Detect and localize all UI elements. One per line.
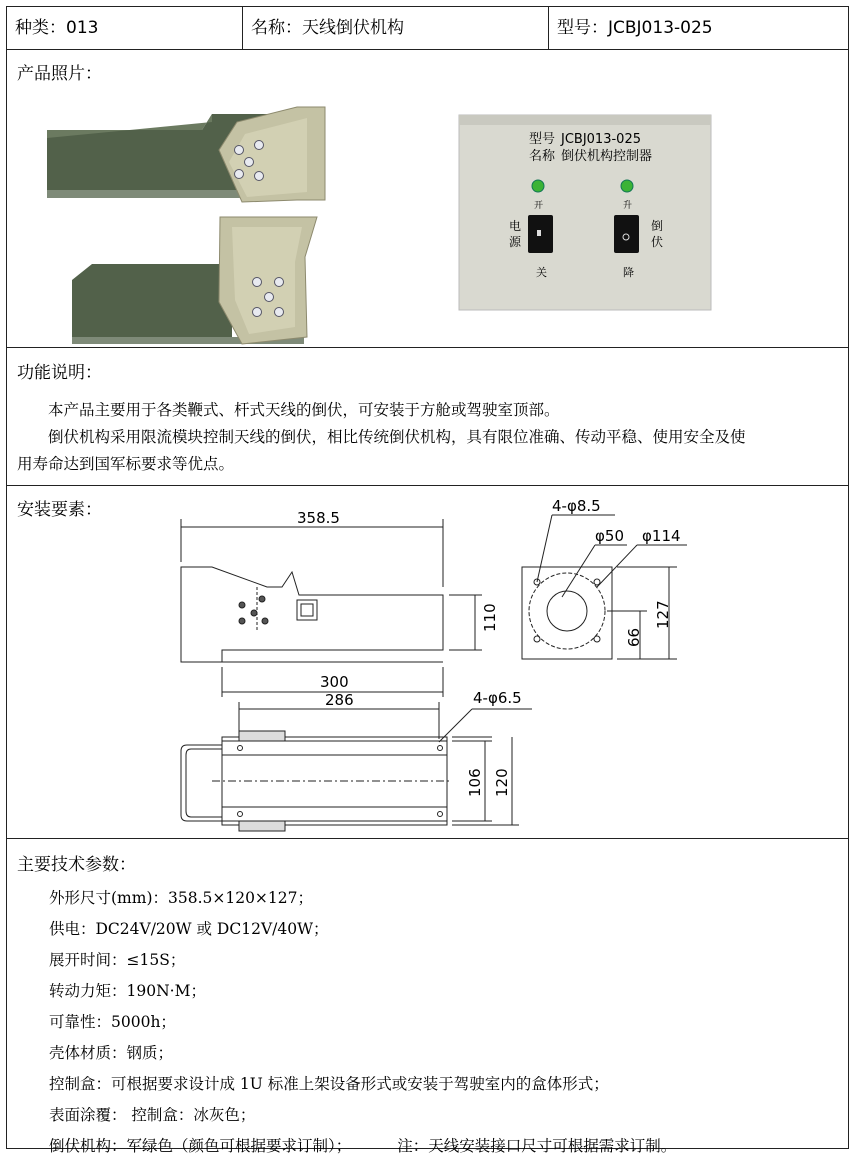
photos-title: 产品照片： — [17, 64, 102, 84]
dim-holes-top: 4-φ8.5 — [552, 497, 601, 515]
switch-left-off-label: 关 — [536, 266, 547, 279]
dim-length: 358.5 — [297, 509, 340, 527]
dim-height: 110 — [481, 603, 499, 632]
spec-material: 壳体材质：钢质； — [49, 1044, 174, 1062]
mechanism-photo-folded — [72, 217, 317, 344]
controller-name-label: 名称 — [529, 149, 556, 164]
function-title: 功能说明： — [17, 363, 102, 383]
dim-base: 300 — [320, 673, 349, 691]
dim-106: 106 — [466, 768, 484, 797]
spec-sheet — [6, 6, 849, 1155]
dim-phi114: φ114 — [642, 527, 681, 545]
spec-reliability: 可靠性：5000h； — [49, 1013, 176, 1031]
mechanism-photo-open — [47, 100, 325, 202]
spec-dimensions: 外形尺寸(mm)：358.5×120×127； — [49, 889, 314, 907]
row-divider — [7, 347, 848, 348]
switch-right-down-label: 降 — [623, 266, 634, 279]
function-paragraph-1: 本产品主要用于各类鞭式、杆式天线的倒伏，可安装于方舱或驾驶室顶部。 — [48, 401, 560, 419]
dim-286: 286 — [325, 691, 354, 709]
controller-model-label: 型号 — [529, 132, 556, 147]
led-left-label: 开 — [534, 201, 544, 211]
product-name: 名称：天线倒伏机构 — [251, 18, 404, 38]
header-divider — [242, 7, 243, 49]
controller-name-value: 倒伏机构控制器 — [561, 149, 653, 164]
row-divider — [7, 838, 848, 839]
function-paragraph-2a: 倒伏机构采用限流模块控制天线的倒伏，相比传统倒伏机构，具有限位准确、传动平稳、使用安全及使 — [48, 428, 746, 446]
led-right-label: 升 — [623, 201, 633, 211]
header-divider — [548, 7, 549, 49]
dim-66: 66 — [625, 627, 643, 647]
spec-coating: 表面涂覆： 控制盒：冰灰色； — [49, 1106, 256, 1124]
product-photos — [7, 52, 847, 347]
top-view — [181, 702, 532, 831]
spec-army-color-row — [49, 1134, 676, 1156]
install-title: 安装要素： — [17, 500, 102, 520]
function-paragraph-2b: 用寿命达到国军标要求等优点。 — [17, 455, 235, 473]
side-view — [181, 519, 482, 697]
model-number: 型号：JCBJ013-025 — [557, 18, 713, 38]
dim-holes-bottom: 4-φ6.5 — [473, 689, 522, 707]
switch-left-label-top: 电 — [509, 219, 522, 233]
installation-drawing — [7, 487, 847, 837]
controller-box-photo — [459, 115, 711, 310]
row-divider — [7, 49, 848, 50]
dim-120: 120 — [493, 768, 511, 797]
switch-right-label-top: 倒 — [651, 219, 664, 233]
switch-left-label-bottom: 源 — [509, 235, 522, 249]
spec-deploy-time: 展开时间：≤15S； — [49, 951, 186, 969]
dim-phi50: φ50 — [595, 527, 624, 545]
category-label: 种类：013 — [15, 18, 99, 38]
row-divider — [7, 485, 848, 486]
spec-army-color: 倒伏机构：军绿色（颜色可根据要求订制）； — [49, 1137, 352, 1155]
spec-note: 注：天线安装接口尺寸可根据需求订制。 — [397, 1137, 677, 1155]
spec-power: 供电：DC24V/20W 或 DC12V/40W； — [49, 920, 329, 938]
switch-right-label-bottom: 伏 — [651, 235, 664, 249]
controller-model-value: JCBJ013-025 — [561, 132, 641, 147]
dim-127: 127 — [654, 600, 672, 629]
spec-control-box: 控制盒：可根据要求设计成 1U 标准上架设备形式或安装于驾驶室内的盒体形式； — [49, 1075, 609, 1093]
spec-torque: 转动力矩：190N·M； — [49, 982, 206, 1000]
specs-title: 主要技术参数： — [17, 855, 136, 875]
